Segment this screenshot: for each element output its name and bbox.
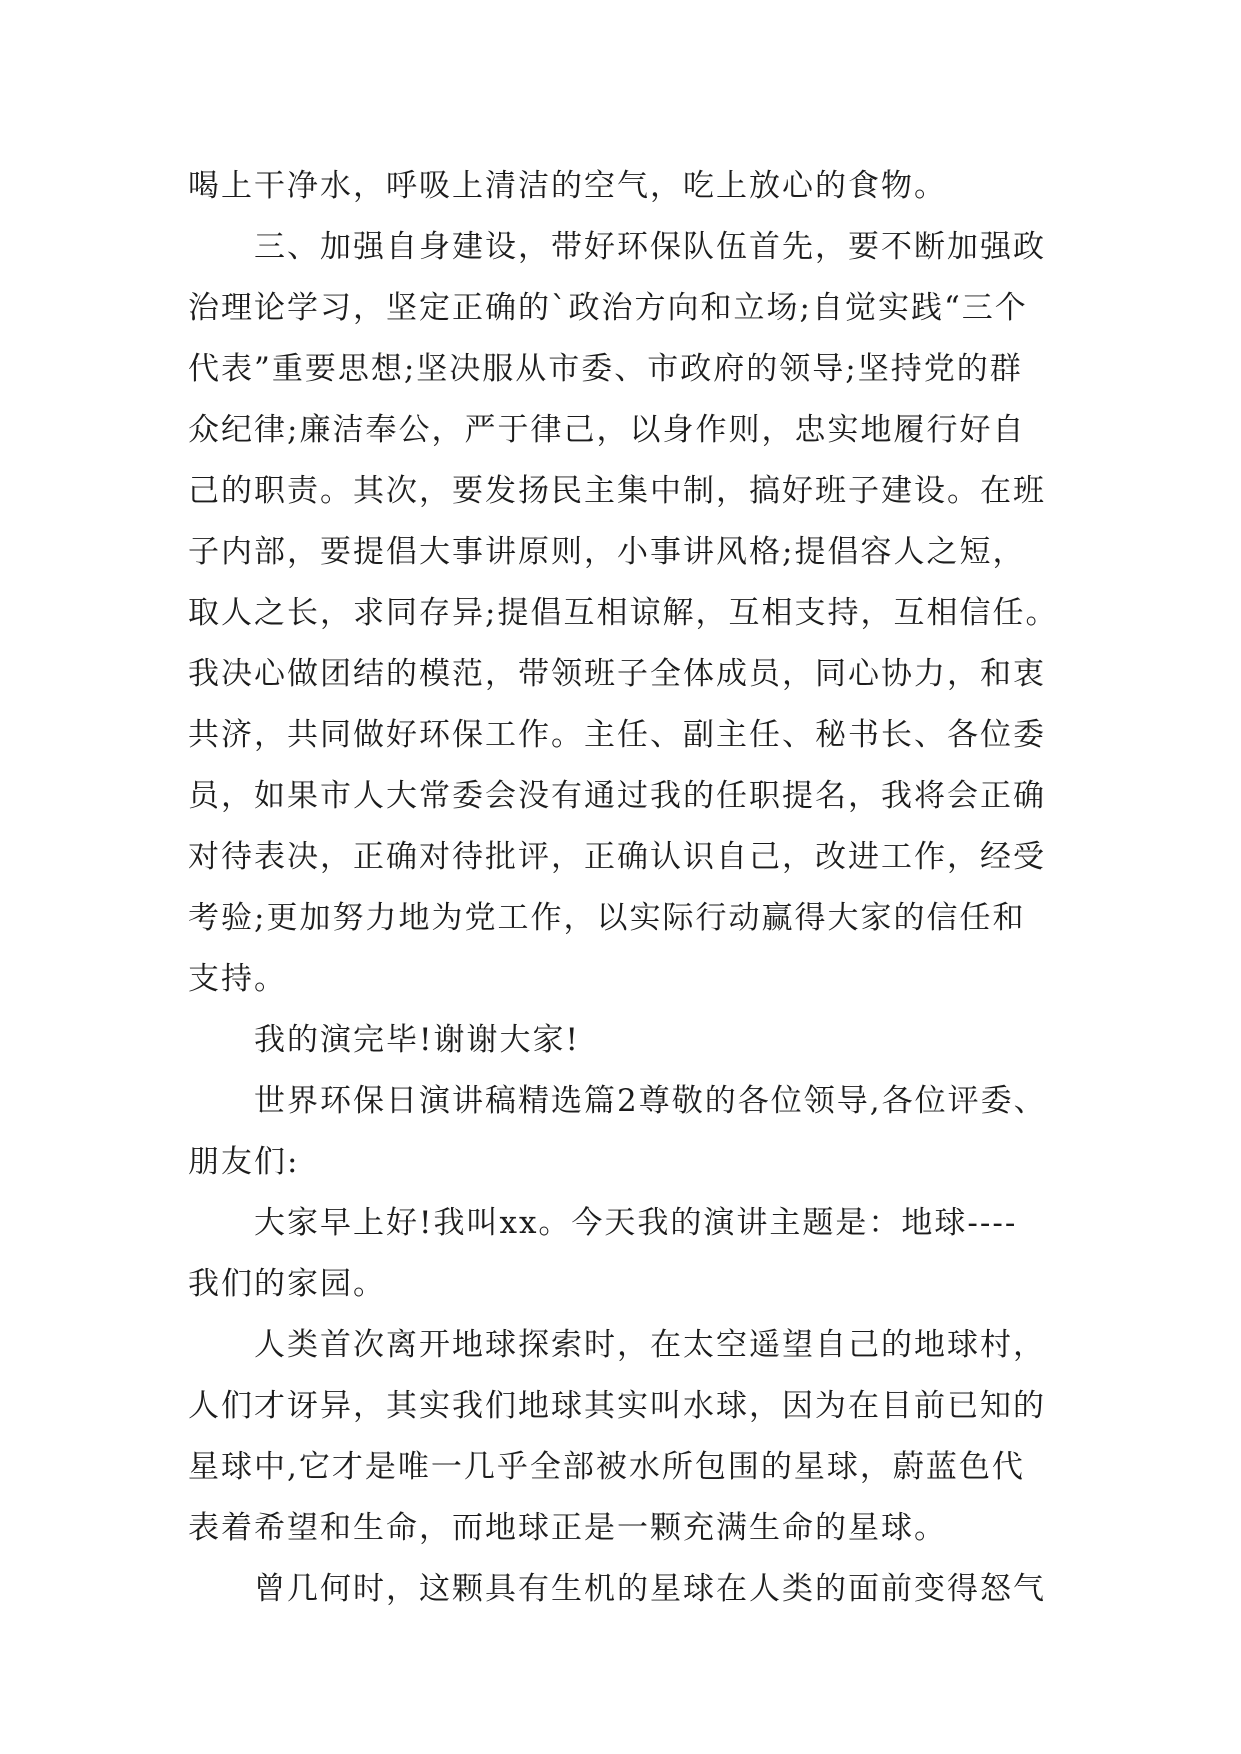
paragraph-line: 我的演完毕!谢谢大家!: [254, 1022, 580, 1058]
paragraph-line: 人类首次离开地球探索时，在太空遥望自己的地球村，: [254, 1327, 1046, 1363]
text-line: 星球中,它才是唯一几乎全部被水所包围的星球，蔚蓝色代: [188, 1449, 1025, 1485]
text-line: 喝上干净水，呼吸上清洁的空气，吃上放心的食物。: [188, 168, 947, 204]
text-line: 众纪律;廉洁奉公，严于律己，以身作则，忠实地履行好自: [188, 412, 1026, 448]
paragraph-line: 曾几何时，这颗具有生机的星球在人类的面前变得怒气: [254, 1571, 1046, 1607]
paragraph-line: 大家早上好!我叫xx。今天我的演讲主题是：地球----: [254, 1205, 1018, 1241]
text-line: 表着希望和生命，而地球正是一颗充满生命的星球。: [188, 1510, 947, 1546]
paragraph-line: 三、加强自身建设，带好环保队伍首先，要不断加强政: [254, 229, 1046, 265]
text-line: 我决心做团结的模范，带领班子全体成员，同心协力，和衷: [188, 656, 1046, 692]
text-line: 对待表决，正确对待批评，正确认识自己，改进工作，经受: [188, 839, 1046, 875]
text-line: 子内部，要提倡大事讲原则，小事讲风格;提倡容人之短，: [188, 534, 1026, 570]
text-line: 朋友们:: [188, 1144, 300, 1180]
text-line: 人们才讶异，其实我们地球其实叫水球，因为在目前已知的: [188, 1388, 1046, 1424]
text-line: 员，如果市人大常委会没有通过我的任职提名，我将会正确: [188, 778, 1046, 814]
text-line: 我们的家园。: [188, 1266, 386, 1302]
paragraph-line: 世界环保日演讲稿精选篇2尊敬的各位领导,各位评委、: [254, 1083, 1047, 1119]
text-line: 考验;更加努力地为党工作，以实际行动赢得大家的信任和: [188, 900, 1026, 936]
text-line: 共济，共同做好环保工作。主任、副主任、秘书长、各位委: [188, 717, 1046, 753]
text-line: 支持。: [188, 961, 287, 997]
text-line: 治理论学习，坚定正确的`政治方向和立场;自觉实践“三个: [188, 290, 1028, 326]
text-line: 己的职责。其次，要发扬民主集中制，搞好班子建设。在班: [188, 473, 1046, 509]
text-line: 代表”重要思想;坚决服从市委、市政府的领导;坚持党的群: [188, 351, 1023, 387]
text-line: 取人之长，求同存异;提倡互相谅解，互相支持，互相信任。: [188, 595, 1059, 631]
document-body: [188, 156, 1068, 1620]
